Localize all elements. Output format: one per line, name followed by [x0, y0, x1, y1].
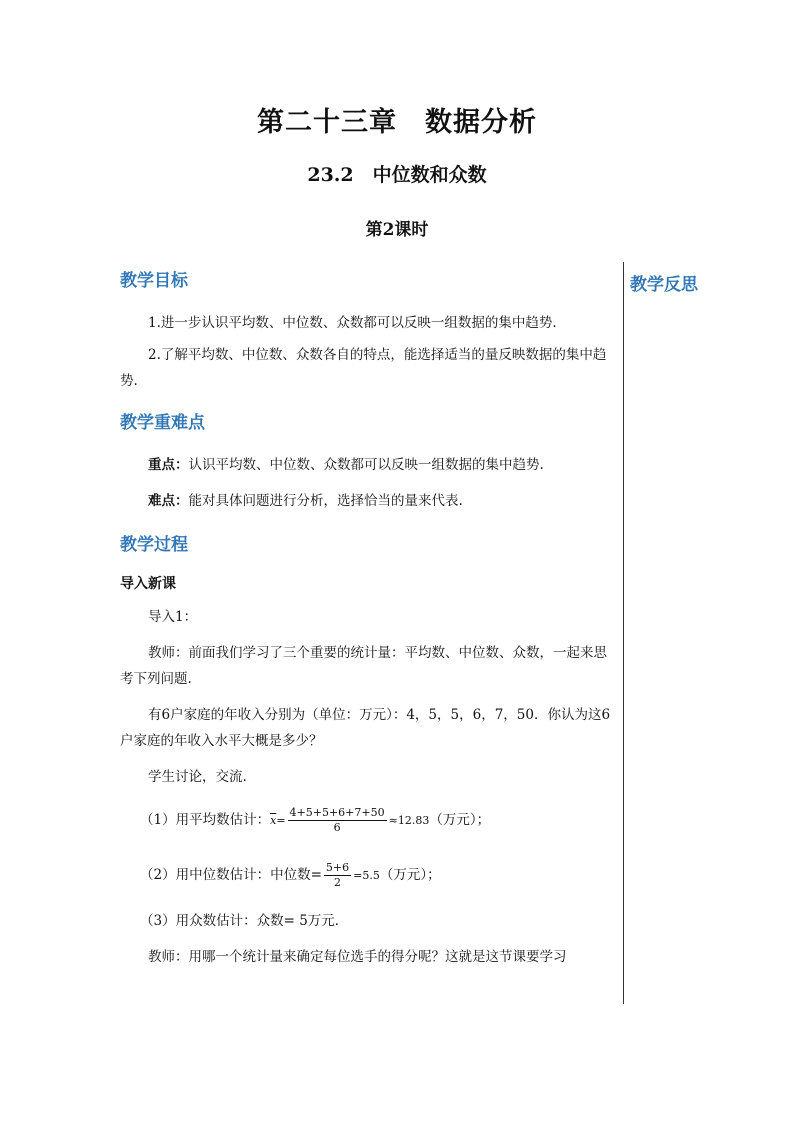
- mean-estimate: [120, 800, 618, 841]
- median-estimate: [120, 855, 618, 896]
- main-content: [120, 266, 618, 970]
- key-points-heading: 教学重难点: [120, 413, 205, 433]
- mode-estimate: （3）用众数估计：众数= 5万元．: [140, 913, 349, 929]
- median-unit: （万元）；: [379, 867, 441, 883]
- objective-1: 1.进一步认识平均数、中位数、众数都可以反映一组数据的集中趋势.: [148, 315, 557, 331]
- difficulty-text: 能对具体问题进行分析，选择恰当的量来代表.: [188, 493, 463, 509]
- objective-2: 2.了解平均数、中位数、众数各自的特点，能选择适当的量反映数据的集中趋势.: [120, 347, 607, 389]
- mean-unit: （万元）；: [429, 812, 491, 828]
- mean-prefix: （1）用平均数估计：: [140, 812, 271, 828]
- focus-label: 重点：: [148, 457, 189, 473]
- focus-text: 认识平均数、中位数、众数都可以反映一组数据的集中趋势.: [188, 457, 544, 473]
- objectives-heading: 教学目标: [120, 271, 188, 291]
- chapter-title: 第二十三章 数据分析: [257, 107, 537, 138]
- mean-numerator: 4+5+5+6+7+50: [289, 806, 385, 819]
- mean-symbol: $\overline{x}$: [270, 814, 277, 827]
- intro-heading: 导入新课: [120, 576, 176, 592]
- mean-fraction: [288, 806, 387, 835]
- process-heading: 教学过程: [120, 535, 188, 555]
- mean-denominator: 6: [333, 821, 341, 834]
- intro-label: 导入1：: [148, 609, 198, 625]
- focus-line: [120, 452, 618, 478]
- median-denominator: 2: [334, 876, 342, 889]
- problem-text: 有6户家庭的年收入分别为（单位：万元）：4，5，5，6，7，50．你认为这6户家庭的年收入水平大概是多少？: [120, 707, 611, 749]
- reflection-heading: 教学反思: [630, 275, 698, 295]
- column-divider: [623, 262, 624, 1004]
- median-result: =5.5: [353, 869, 380, 882]
- median-prefix: （2）用中位数估计：中位数=: [140, 867, 322, 883]
- mean-equals: =: [276, 814, 286, 827]
- teacher-question-2: 教师：用哪一个统计量来确定每位选手的得分呢？这就是这节课要学习: [148, 949, 567, 965]
- discussion-text: 学生讨论，交流.: [148, 769, 247, 785]
- teacher-question-1: 教师：前面我们学习了三个重要的统计量：平均数、中位数、众数，一起来思考下列问题.: [120, 645, 607, 687]
- difficulty-line: [120, 488, 618, 514]
- difficulty-label: 难点：: [148, 493, 189, 509]
- lesson-number: 第2课时: [365, 220, 429, 240]
- section-title: 23.2 中位数和众数: [307, 164, 487, 186]
- median-fraction: [324, 861, 351, 890]
- median-numerator: 5+6: [325, 861, 350, 874]
- mean-result: ≈12.83: [388, 814, 430, 827]
